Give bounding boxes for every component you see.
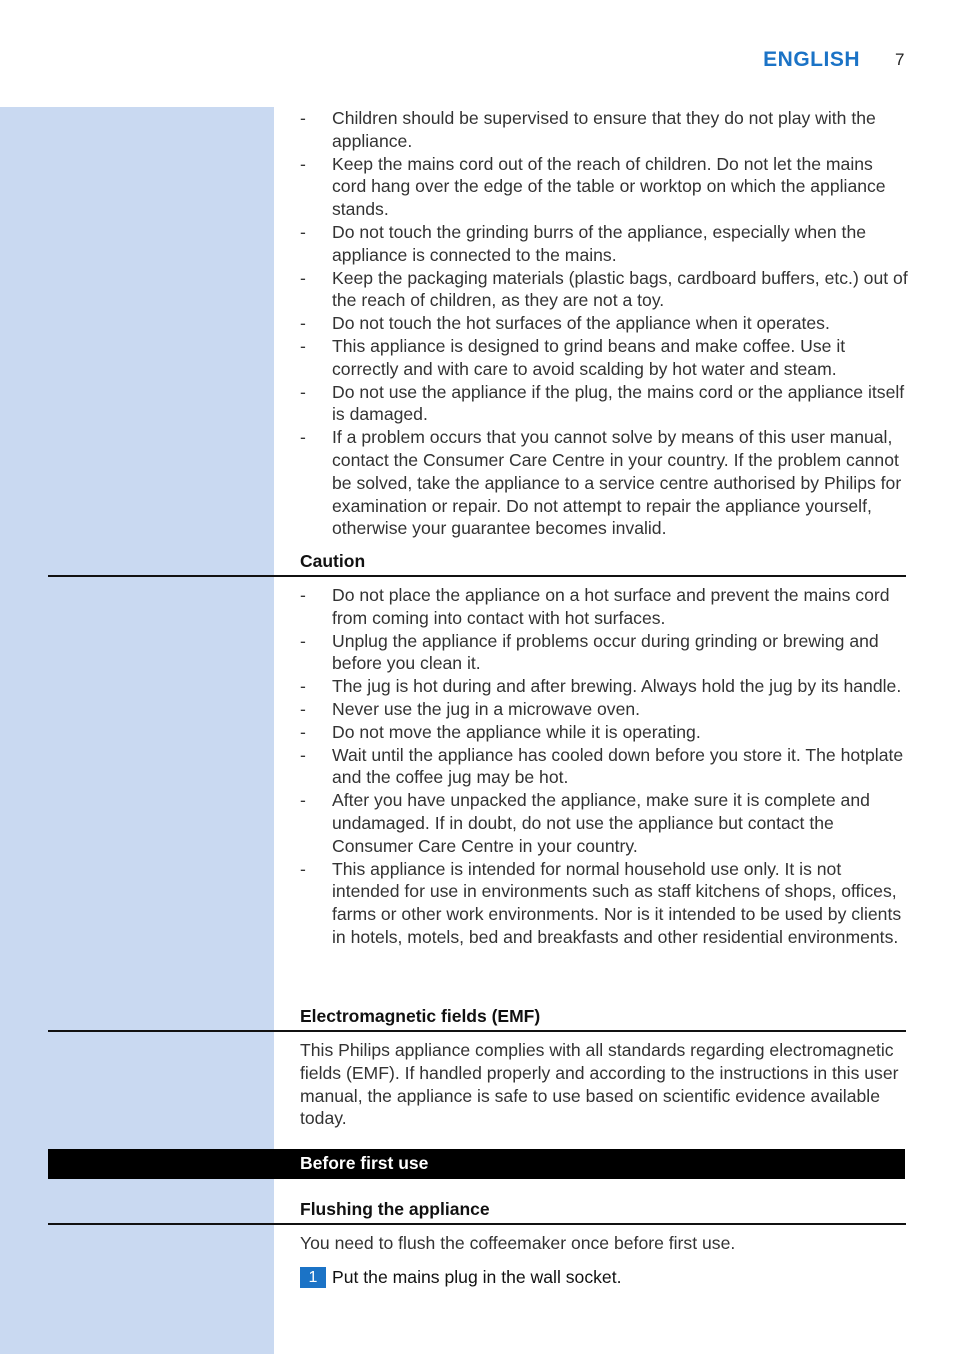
- caution-heading: Caution: [300, 551, 366, 571]
- list-item: - Children should be supervised to ensure that they do not play with the appliance.: [300, 107, 910, 153]
- warning-section: [300, 107, 910, 540]
- section-divider: [48, 1223, 906, 1225]
- caution-section: [300, 584, 910, 949]
- step-text: Put the mains plug in the wall socket.: [332, 1267, 622, 1287]
- list-item: - This appliance is designed to grind beans and make coffee. Use it correctly and with care to avoid scalding by hot water and steam.: [300, 335, 910, 381]
- list-item: - If a problem occurs that you cannot solve by means of this user manual, contact the Consumer Care Centre in your country. If the problem cannot be solved, take the appliance to a service centre authorised by Philips for examination or repair. Do not attempt to repair the appliance yourself, otherwise your guarantee becomes invalid.: [300, 426, 910, 540]
- before-first-use-bar: [48, 1149, 905, 1179]
- emf-paragraph: This Philips appliance complies with all standards regarding electromagnetic fields (EMF). If handled properly and according to the instructions in this user manual, the appliance is safe to use based on scientific evidence available today.: [300, 1040, 899, 1129]
- flushing-heading: Flushing the appliance: [300, 1199, 490, 1219]
- list-item: - Do not touch the hot surfaces of the appliance when it operates.: [300, 312, 910, 335]
- list-item: - Keep the packaging materials (plastic bags, cardboard buffers, etc.) out of the reach of children, as they are not a toy.: [300, 267, 910, 313]
- list-item: - The jug is hot during and after brewing. Always hold the jug by its handle.: [300, 675, 910, 698]
- page-number: 7: [895, 50, 905, 69]
- list-item: - Do not use the appliance if the plug, the mains cord or the appliance itself is damaged.: [300, 381, 910, 427]
- list-item: - After you have unpacked the appliance, make sure it is complete and undamaged. If in doubt, do not use the appliance but contact the Consumer Care Centre in your country.: [300, 789, 910, 857]
- caution-list: [300, 584, 910, 949]
- list-item: - Never use the jug in a microwave oven.: [300, 698, 910, 721]
- section-divider: [48, 1030, 906, 1032]
- flushing-intro: You need to flush the coffeemaker once before first use.: [300, 1233, 736, 1253]
- list-item: - Do not touch the grinding burrs of the appliance, especially when the appliance is connected to the mains.: [300, 221, 910, 267]
- step-number-badge: 1: [300, 1267, 326, 1288]
- list-item: - Unplug the appliance if problems occur during grinding or brewing and before you clean it.: [300, 630, 910, 676]
- list-item: - This appliance is intended for normal household use only. It is not intended for use in environments such as staff kitchens of shops, offices, farms or other work environments. Nor is it intended to be used by clients in hotels, motels, bed and breakfasts and other residential environments.: [300, 858, 910, 949]
- step-1: [300, 1267, 621, 1288]
- list-item: - Wait until the appliance has cooled down before you store it. The hotplate and the coffee jug may be hot.: [300, 744, 910, 790]
- list-item: - Do not move the appliance while it is operating.: [300, 721, 910, 744]
- warning-list: [300, 107, 910, 540]
- language-heading: ENGLISH: [763, 48, 860, 71]
- list-item: - Keep the mains cord out of the reach of children. Do not let the mains cord hang over the edge of the table or worktop on which the appliance stands.: [300, 153, 910, 221]
- section-divider: [48, 575, 906, 577]
- emf-heading: Electromagnetic fields (EMF): [300, 1006, 541, 1026]
- before-first-use-heading: Before first use: [300, 1153, 429, 1173]
- list-item: - Do not place the appliance on a hot surface and prevent the mains cord from coming into contact with hot surfaces.: [300, 584, 910, 630]
